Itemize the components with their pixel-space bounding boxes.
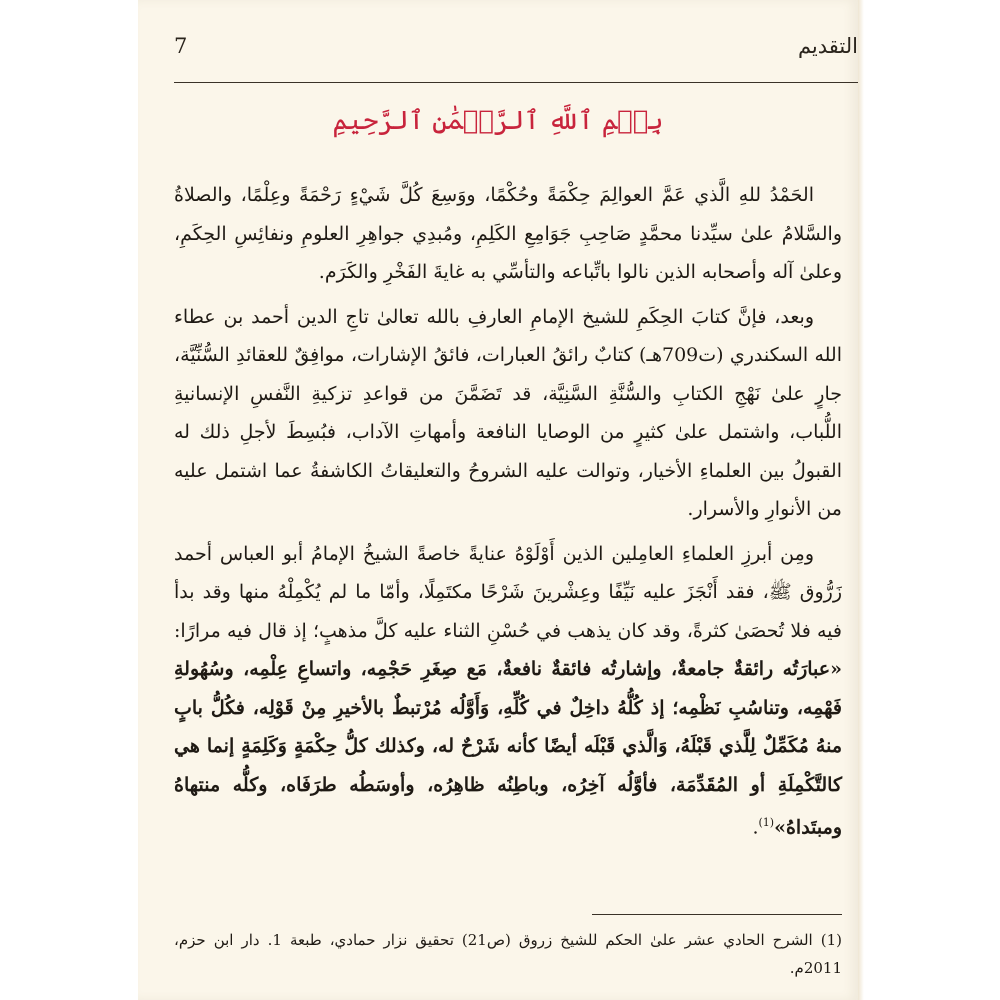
basmala-heading: بِسۡمِ ٱللَّهِ ٱلرَّحۡمَٰنِ ٱلرَّحِيمِ <box>332 106 664 136</box>
footnote: (1) الشرح الحادي عشر علىٰ الحكم للشيخ زروق (ص21) تحقيق نزار حمادي، طبعة 1. دار ابن حزم، 2011م. <box>174 931 842 977</box>
paragraph-2: وبعد، فإنَّ كتابَ الحِكَمِ للشيخ الإمامِ العارفِ بالله تعالىٰ تاجِ الدين أحمد بن عطاء الله السكندري (ت709هـ) كتابٌ رائقُ العبارات، فائقُ الإشارات، موافِقٌ للعقائدِ السُّنِّيَّة، جارٍ علىٰ نَهْجِ الكتابِ والسُّنَّةِ السَّنِيَّة، قد تَضَمَّنَ من قواعدِ تزكيةِ النَّفسِ الإنسانيةِ اللُّباب، واشتمل علىٰ كثيرٍ من الوصايا النافعة وأمهاتِ الآداب، فبُسِطَ لأجلِ ذلك له القبولُ بين العلماءِ الأخيار، وتوالت عليه الشروحُ والتعليقاتُ الكاشفةُ عما اشتمل عليه من الأنوارِ والأسرار. <box>174 305 842 520</box>
page-header <box>174 30 858 70</box>
page-number: 7 <box>174 34 188 58</box>
footnote-reference: (1) <box>758 816 775 829</box>
zarruq-quote: «عبارَتُه رائقةٌ جامعةٌ، وإشارتُه فائقةٌ نافعةٌ، مَع صِغَرِ حَجْمِه، واتساعِ عِلْمِه، وسُهُولةِ فَهْمِه، وتناسُبِ نَظْمِه؛ إذ كُلُّهُ داخِلٌ في كُلِّهِ، وَأَوَّلُه مُرْتبطٌ بالأخيرِ مِنْ قَوْلِه، فكُلُّ بابٍ منهُ مُكَمِّلٌ لِلَّذي قَبْلَهُ، وَالَّذي قَبْلَه أيضًا كأنه شَرْحٌ له، وكذلك كلُّ حِكْمَةٍ وَكَلِمَةٍ إنما هي كالتَّكْمِلَةِ أو المُقَدِّمَة، فأوَّلُه آخِرُه، وباطِنُه ظاهِرُه، وأوسَطُه طرَفَاه، وكلُّه منتهاهُ ومبتَداهُ» <box>174 658 842 839</box>
footnote-rule <box>592 914 842 915</box>
running-title: التقديم <box>797 34 858 58</box>
paragraph-3 <box>174 535 842 847</box>
paragraph-1: الحَمْدُ للهِ الَّذي عَمَّ العوالِمَ حِكْمَةً وحُكْمًا، ووَسِعَ كُلَّ شَيْءٍ رَحْمَةً وعِلْمًا، والصلاةُ والسَّلامُ علىٰ سيِّدنا محمَّدٍ صَاحِبِ جَوَامِعِ الكَلِمِ، ومُبدِي جواهِرِ العلومِ ونفائِسِ الحِكَمِ، وعلىٰ آله وأصحابه الذين نالوا باتِّباعه والتأسِّي به غايةَ الفَخْرِ والكَرَم. <box>174 184 842 283</box>
paragraph-3-intro: ومِن أبرزِ العلماءِ العامِلين الذين أَوْلَوْهُ عنايةً خاصةً الشيخُ الإمامُ أبو العباس أحمد زَرُّوق ﷺ، فقد أَنْجَزَ عليه نَيِّفًا وعِشْرينَ شَرْحًا مكتَمِلًا، وأمّا ما لم يُكْمِلْهُ منها وقد بدأ فيه فلا تُحصَىٰ كثرةً، وقد كان يذهب في حُسْنِ الثناء عليه كلَّ مذهبٍ؛ إذ قال فيه مرارًا: <box>174 542 842 642</box>
header-rule <box>174 82 858 83</box>
quote-end-mark: . <box>752 816 759 839</box>
book-page <box>138 0 858 1000</box>
body-text <box>174 176 842 853</box>
page-edge <box>858 0 864 1000</box>
